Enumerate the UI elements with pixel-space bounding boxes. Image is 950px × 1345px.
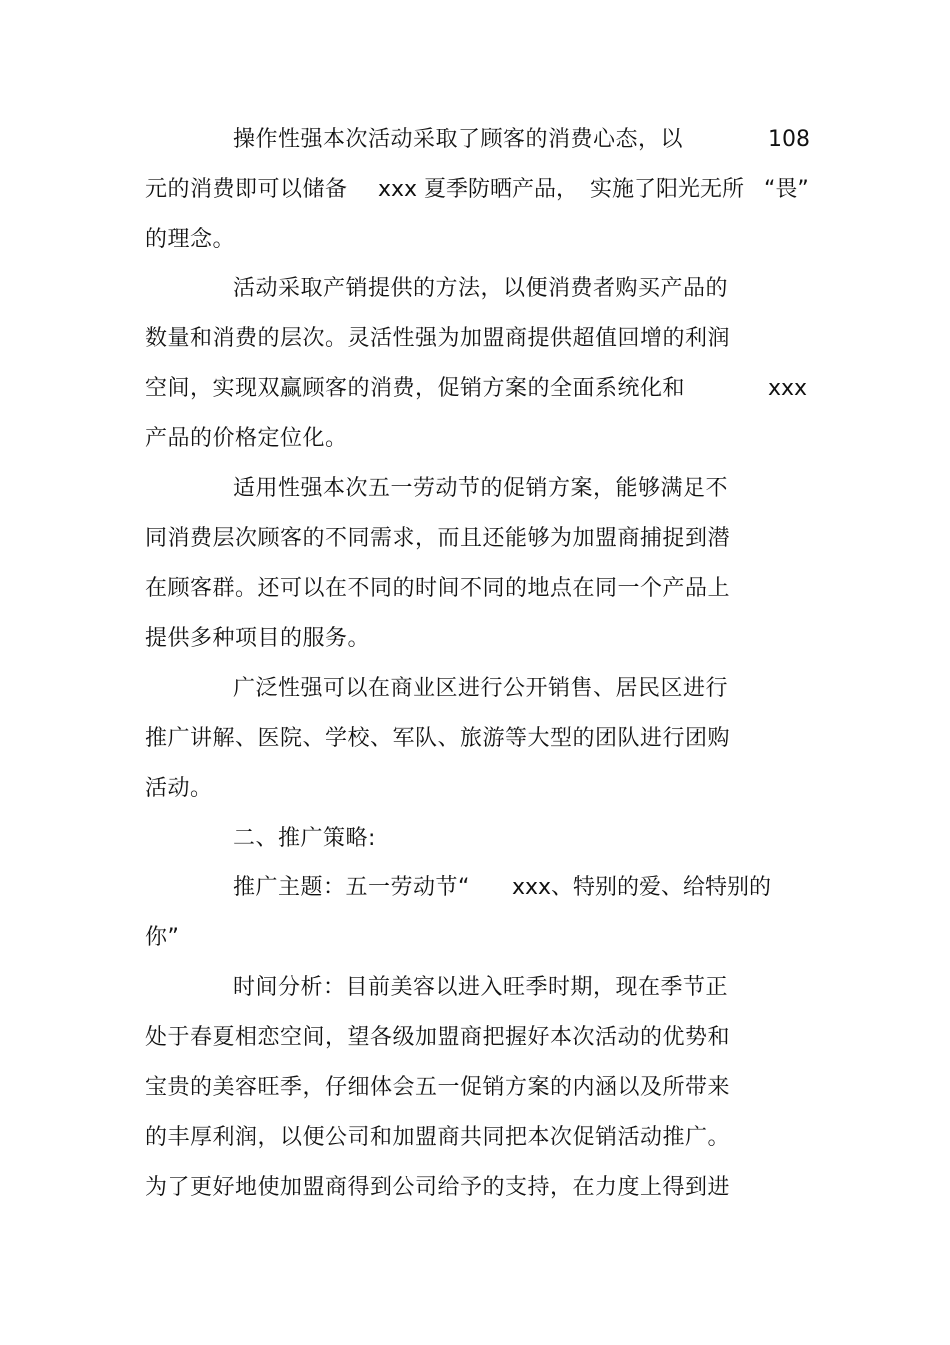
section-heading: 二、推广策略:: [233, 826, 376, 851]
time-analysis-line-4: 的丰厚利润，以便公司和加盟商共同把本次促销活动推广。: [145, 1125, 731, 1150]
paragraph-2-line-3: 空间，实现双赢顾客的消费，促销方案的全面系统化和: [145, 376, 686, 401]
paragraph-3-line-3: 在顾客群。还可以在不同的时间不同的地点在同一个产品上: [145, 576, 731, 601]
paragraph-1-line-2b: xxx 夏季防晒产品，: [378, 177, 579, 202]
paragraph-4-line-2: 推广讲解、医院、学校、军队、旅游等大型的团队进行团购: [145, 726, 731, 751]
paragraph-2-line-4: 产品的价格定位化。: [145, 426, 348, 451]
paragraph-1-line-3: 的理念。: [145, 227, 236, 252]
time-analysis-line-3: 宝贵的美容旺季，仔细体会五一促销方案的内涵以及所带来: [145, 1075, 731, 1100]
paragraph-3-line-4: 提供多种项目的服务。: [145, 626, 371, 651]
paragraph-2-xxx: xxx: [768, 376, 808, 401]
paragraph-1-line-1: 操作性强本次活动采取了顾客的消费心态，以: [233, 127, 684, 152]
paragraph-3-line-2: 同消费层次顾客的不同需求，而且还能够为加盟商捕捉到潜: [145, 526, 731, 551]
paragraph-2-line-1: 活动采取产销提供的方法，以便消费者购买产品的: [233, 276, 729, 301]
promo-theme-line-1b: xxx、特别的爱、给特别的: [512, 875, 772, 900]
paragraph-1-number: 108: [768, 127, 810, 152]
paragraph-4-line-1: 广泛性强可以在商业区进行公开销售、居民区进行: [233, 676, 729, 701]
time-analysis-line-1: 时间分析：目前美容以进入旺季时期，现在季节正: [233, 975, 729, 1000]
promo-theme-line-2: 你”: [145, 925, 180, 950]
paragraph-2-line-2: 数量和消费的层次。灵活性强为加盟商提供超值回增的利润: [145, 326, 731, 351]
time-analysis-line-5: 为了更好地使加盟商得到公司给予的支持，在力度上得到进: [145, 1175, 731, 1200]
paragraph-1-line-2a: 元的消费即可以储备: [145, 177, 348, 202]
paragraph-1-line-2c: 实施了阳光无所: [590, 177, 745, 202]
paragraph-3-line-1: 适用性强本次五一劳动节的促销方案，能够满足不: [233, 476, 729, 501]
paragraph-1-quote: “畏”: [764, 177, 809, 202]
paragraph-4-line-3: 活动。: [145, 776, 213, 801]
time-analysis-line-2: 处于春夏相恋空间，望各级加盟商把握好本次活动的优势和: [145, 1025, 731, 1050]
promo-theme-line-1a: 推广主题：五一劳动节“: [233, 875, 470, 900]
